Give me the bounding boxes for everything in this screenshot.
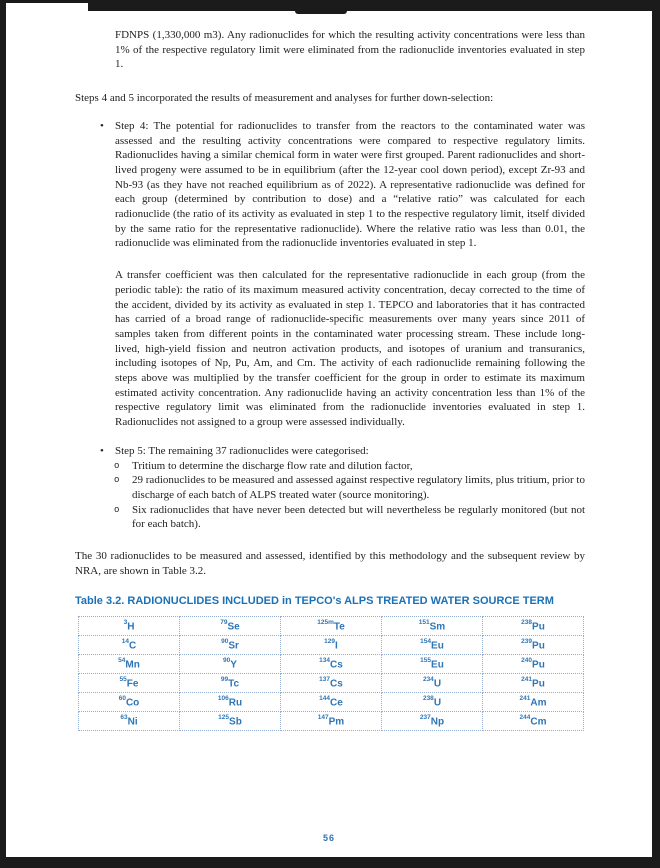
element-symbol: Cm xyxy=(530,715,547,727)
radionuclide-cell xyxy=(281,673,382,692)
element-symbol: Sb xyxy=(229,715,242,727)
element-symbol: C xyxy=(129,639,137,651)
radionuclide-cell xyxy=(281,616,382,635)
radionuclide-cell xyxy=(180,654,281,673)
radionuclide-cell xyxy=(79,654,180,673)
radionuclide-cell xyxy=(79,616,180,635)
radionuclide-cell xyxy=(180,692,281,711)
mass-number: 144 xyxy=(319,694,331,702)
radionuclide-cell xyxy=(483,635,584,654)
mass-number: 234 xyxy=(422,675,434,683)
radionuclide-cell xyxy=(180,673,281,692)
mass-number: 239 xyxy=(521,637,533,645)
circle-bullet-icon: o xyxy=(114,504,120,515)
table-row xyxy=(79,711,584,730)
mass-number: 79 xyxy=(220,618,228,626)
element-symbol: Tc xyxy=(228,677,240,689)
radionuclide-cell xyxy=(382,616,483,635)
step5-bullet-item xyxy=(75,444,585,532)
radionuclide-cell xyxy=(281,692,382,711)
intro-paragraph: FDNPS (1,330,000 m3). Any radionuclides for which the resulting activity concentrations were less than 1% of the respective regulatory limit were eliminated from the radionuclide inventories evaluated in step 1. xyxy=(115,29,585,71)
element-symbol: Cs xyxy=(330,677,343,689)
mass-number: 241 xyxy=(519,694,531,702)
circle-bullet-icon: o xyxy=(114,460,120,471)
window-top-notch xyxy=(295,0,347,14)
radionuclide-cell xyxy=(79,692,180,711)
radionuclide-cell xyxy=(79,711,180,730)
element-symbol: Te xyxy=(333,620,345,632)
element-symbol: Ru xyxy=(228,696,243,708)
element-symbol: Se xyxy=(227,620,240,632)
element-symbol: Sm xyxy=(429,620,446,632)
mass-number: 63 xyxy=(120,713,128,721)
page-number: 56 xyxy=(322,833,335,843)
element-symbol: U xyxy=(433,677,442,689)
radionuclide-cell xyxy=(180,711,281,730)
table-caption: Table 3.2. RADIONUCLIDES INCLUDED in TEPCO's ALPS TREATED WATER SOURCE TERM xyxy=(75,594,554,607)
document-page xyxy=(6,3,652,857)
mass-number: 241 xyxy=(521,675,533,683)
element-symbol: Mn xyxy=(125,658,140,670)
bullet-icon: • xyxy=(100,119,104,132)
mass-number: 151 xyxy=(418,618,430,626)
mass-number: 3 xyxy=(123,618,128,626)
mass-number: 60 xyxy=(118,694,126,702)
mass-number: 244 xyxy=(519,713,531,721)
radionuclide-cell xyxy=(180,616,281,635)
radionuclide-cell xyxy=(382,635,483,654)
radionuclide-cell xyxy=(382,692,483,711)
mass-number: 155 xyxy=(420,656,432,664)
mass-number: 240 xyxy=(521,656,533,664)
element-symbol: Cs xyxy=(330,658,343,670)
mass-number: 14 xyxy=(121,637,129,645)
mass-number: 106 xyxy=(217,694,229,702)
element-symbol: Am xyxy=(530,696,547,708)
element-symbol: Co xyxy=(125,696,140,708)
radionuclide-cell xyxy=(483,711,584,730)
table-row xyxy=(79,673,584,692)
element-symbol: Eu xyxy=(431,658,444,670)
radionuclide-cell xyxy=(483,654,584,673)
radionuclide-cell xyxy=(79,673,180,692)
radionuclide-cell xyxy=(180,635,281,654)
mass-number: 129 xyxy=(324,637,336,645)
mass-number: 90 xyxy=(221,637,229,645)
circle-bullet-icon: o xyxy=(114,475,120,486)
radionuclide-cell xyxy=(281,711,382,730)
step5-heading: Step 5: The remaining 37 radionuclides were categorised: xyxy=(115,444,369,457)
mass-number: 154 xyxy=(420,637,432,645)
mass-number: 99 xyxy=(220,675,229,683)
radionuclide-cell xyxy=(382,654,483,673)
element-symbol: I xyxy=(335,639,338,651)
transfer-coefficient-paragraph: A transfer coefficient was then calculated for the representative radionuclide in each group (from the periodic table): the ratio of its maximum measured activity concentration, decay corrected to the time of the accident, divided by its activity as evaluated in step 1. TEPCO and laboratories that it has contracted has carried of a broad range of radionuclide-specific measurements over many years since 2011 of samples taken from different points in the contaminated water processing stream. These include long-lived, high-yield fission and neutron activation products, and isotopes of uranium and transuranics, including isotopes of Np, Pu, Am, and Cm. The activity of each radionuclide remaining following the steps above was multiplied by the transfer coefficient for the group in order to estimate its maximum estimated activity concentration. Any radionuclide having an activity concentration less than 1% of the respective regulatory limit was eliminated from the radionuclide inventories evaluated in step 1. Radionuclides not assigned to a group were assessed individually. xyxy=(115,269,585,429)
steps-intro-paragraph: Steps 4 and 5 incorporated the results of measurement and analyses for further down-selection: xyxy=(75,92,494,105)
element-symbol: Pu xyxy=(532,620,545,632)
bullet-icon: • xyxy=(100,444,104,457)
element-symbol: Fe xyxy=(126,677,139,689)
element-symbol: Pu xyxy=(532,639,545,651)
radionuclides-table xyxy=(78,616,584,731)
table-row xyxy=(79,692,584,711)
step5-subitem-text: 29 radionuclides to be measured and assessed against respective regulatory limits, plus tritium, prior to discharge of each batch of ALPS treated water (source monitoring). xyxy=(132,474,585,501)
element-symbol: Pu xyxy=(532,658,545,670)
radionuclide-cell xyxy=(483,692,584,711)
mass-number: 55 xyxy=(119,675,127,683)
element-symbol: Pu xyxy=(532,677,545,689)
table-row xyxy=(79,616,584,635)
mass-number: 134 xyxy=(319,656,331,664)
element-symbol: Pm xyxy=(328,715,345,727)
radionuclide-cell xyxy=(483,673,584,692)
element-symbol: Ce xyxy=(330,696,343,708)
element-symbol: Y xyxy=(230,658,237,670)
radionuclide-cell xyxy=(382,673,483,692)
step5-subitem xyxy=(75,473,585,502)
mass-number: 125m xyxy=(317,618,334,626)
step4-bullet-item xyxy=(75,119,585,251)
mass-number: 125 xyxy=(218,713,230,721)
mass-number: 237 xyxy=(419,713,431,721)
element-symbol: Sr xyxy=(228,639,239,651)
radionuclide-cell xyxy=(281,635,382,654)
step4-paragraph: Step 4: The potential for radionuclides to transfer from the reactors to the contaminated water was assessed and the resulting activity concentrations were compared to respective regulatory limits. Radionuclides having a similar chemical form in water were first grouped. Parent radionuclides and short-lived progeny were assumed to be in equilibrium (after the 12-year cool down period), except Zr-93 and Nb-93 (as they have not reached equilibrium as of 2022). A representative radionuclide was defined for each group (determined by contribution to dose) and a “relative ratio” was calculated for each radionuclide (the ratio of its activity as evaluated in step 1 to the respective regulatory limit, itself divided by the same ratio for the representative radionuclide). Where the relative ratio was less than 0.01, the radionuclide was eliminated from the radionuclide inventories evaluated in step 1. xyxy=(115,119,585,250)
mass-number: 137 xyxy=(319,675,331,683)
radionuclide-cell xyxy=(281,654,382,673)
step5-subitem-text: Six radionuclides that have never been detected but will nevertheless be regularly monitored (but not for each batch). xyxy=(132,503,585,531)
step5-subitem-text: Tritium to determine the discharge flow rate and dilution factor, xyxy=(132,459,413,472)
mass-number: 238 xyxy=(422,694,434,702)
step5-subitem xyxy=(75,503,585,532)
closing-paragraph: The 30 radionuclides to be measured and assessed, identified by this methodology and the subsequent review by NRA, are shown in Table 3.2. xyxy=(75,550,585,577)
mass-number: 54 xyxy=(118,656,126,664)
page-content xyxy=(75,3,585,857)
mass-number: 90 xyxy=(223,656,231,664)
step5-subitem xyxy=(75,459,585,474)
element-symbol: Ni xyxy=(127,715,138,727)
element-symbol: U xyxy=(433,696,442,708)
window-top-frame xyxy=(88,0,660,11)
element-symbol: Np xyxy=(430,715,445,727)
radionuclide-cell xyxy=(382,711,483,730)
mass-number: 147 xyxy=(317,713,329,721)
element-symbol: H xyxy=(127,620,135,632)
step5-heading-row xyxy=(75,444,585,459)
radionuclide-cell xyxy=(79,635,180,654)
radionuclide-cell xyxy=(483,616,584,635)
mass-number: 238 xyxy=(521,618,533,626)
element-symbol: Eu xyxy=(431,639,444,651)
table-row xyxy=(79,635,584,654)
table-row xyxy=(79,654,584,673)
